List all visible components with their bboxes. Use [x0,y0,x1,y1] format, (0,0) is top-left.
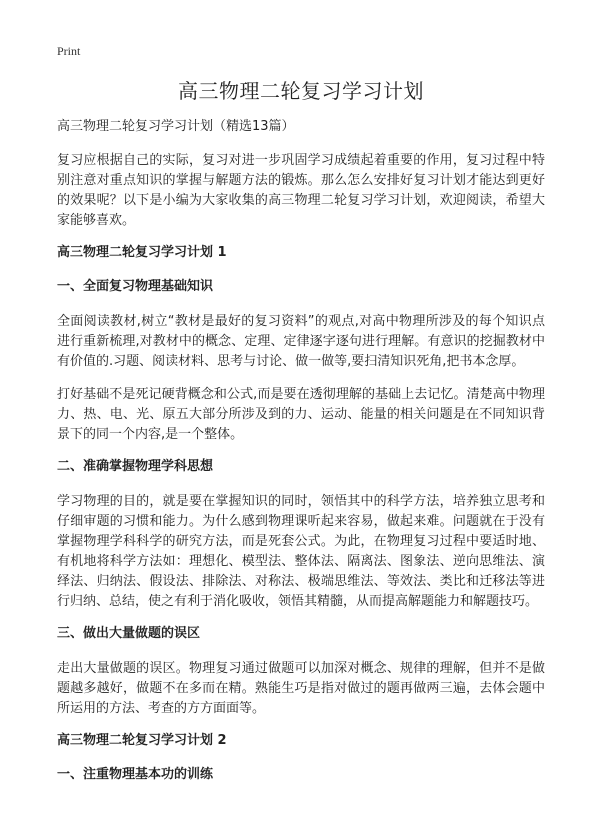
page-title: 高三物理二轮复习学习计划 [178,79,424,103]
intro-paragraph: 复习应根据自己的实际，复习对进一步巩固学习成绩起着重要的作用，复习过程中特别注意对重点知识的掌握与解题方法的锻炼。那么怎么安排好复习计划才能达到更好的效果呢？以下是小编为大家收集的高三物理二轮复习学习计划，欢迎阅读，希望大家能够喜欢。 [57,153,545,228]
section-1-heading: 一、全面复习物理基础知识 [57,279,214,294]
plan-2-heading: 高三物理二轮复习学习计划 2 [57,733,227,748]
section-1-paragraph-1: 全面阅读教材,树立“教材是最好的复习资料”的观点,对高中物理所涉及的每个知识点进行重新梳理,对教材中的概念、定理、定律逐字逐句进行理解。有意识的挖掘教材中有价值的.习题、阅读材料、思考与讨论、做一做等,要扫清知识死角,把书本念厚。 [57,314,545,369]
plan-1-heading: 高三物理二轮复习学习计划 1 [57,245,227,260]
section-3-heading: 三、做出大量做题的误区 [57,626,201,641]
section-4-heading: 一、注重物理基本功的训练 [57,767,214,782]
section-1-paragraph-2: 打好基础不是死记硬背概念和公式,而是要在透彻理解的基础上去记忆。清楚高中物理力、热、电、光、原五大部分所涉及到的力、运动、能量的相关问题是在不同知识背景下的同一个内容,是一个整体。 [57,387,545,442]
document-subtitle: 高三物理二轮复习学习计划（精选13篇） [57,119,295,134]
section-2-paragraph: 学习物理的目的，就是要在掌握知识的同时，领悟其中的科学方法，培养独立思考和仔细审题的习惯和能力。为什么感到物理课听起来容易，做起来难。问题就在于没有掌握物理学科科学的研究方法，而是死套公式。为此，在物理复习过程中要适时地、有机地将科学方法如：理想化、模型法、整体法、隔离法、图象法、逆向思维法、演绎法、归纳法、假设法、排除法、对称法、极端思维法、等效法、类比和迁移法等进行归纳、总结，使之有利于消化吸收，领悟其精髓，从而提高解题能力和解题技巧。 [57,494,545,609]
print-link[interactable]: Print [57,44,81,58]
section-2-heading: 二、准确掌握物理学科思想 [57,459,214,474]
section-3-paragraph: 走出大量做题的误区。物理复习通过做题可以加深对概念、规律的理解，但并不是做题越多越好，做题不在多而在精。熟能生巧是指对做过的题再做两三遍，去体会题中所运用的方法、考查的方方面面等。 [57,661,545,716]
document-body [57,78,545,800]
